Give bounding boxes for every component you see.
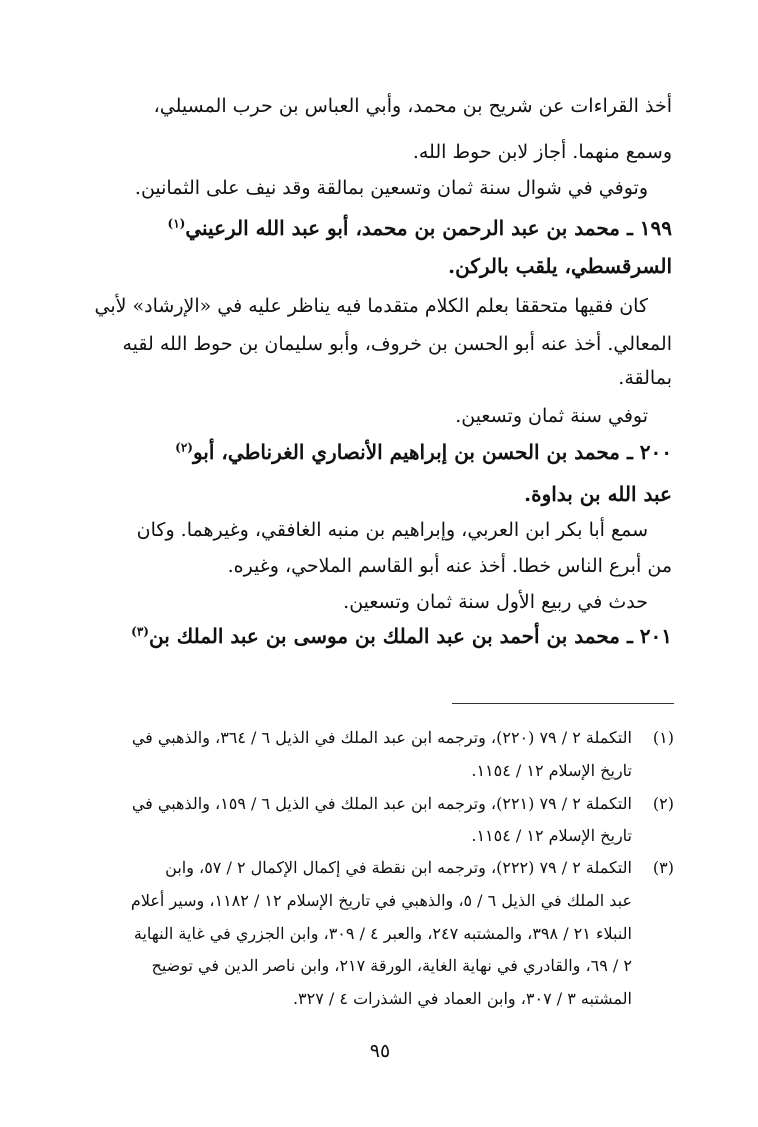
footnote-number: (١) bbox=[652, 728, 674, 747]
footnote-line: المشتبه ٣ / ٣٠٧، وابن العماد في الشذرات ٤ / ٣٢٧. bbox=[292, 989, 632, 1008]
footnote-marker: (١) bbox=[167, 216, 186, 231]
footnote-line: التكملة ٢ / ٧٩ (٢٢٢)، وترجمه ابن نقطة في إكمال الإكمال ٢ / ٥٧، وابن bbox=[165, 858, 632, 877]
footnote-line: ٢ / ٦٩، والقادري في نهاية الغاية، الورقة ٢١٧، وابن ناصر الدين في توضيح bbox=[151, 956, 632, 975]
footnote-marker: (٢) bbox=[175, 440, 193, 455]
text-line: كان فقيها متحققا بعلم الكلام متقدما فيه يناظر عليه في «الإرشاد» لأبي bbox=[94, 295, 648, 317]
heading-text: ٢٠١ ـ محمد بن أحمد بن عبد الملك بن موسى بن عبد الملك بن bbox=[148, 624, 672, 648]
entry-heading-199 bbox=[168, 218, 673, 238]
footnote-line: عبد الملك في الذيل ٦ / ٥، والذهبي في تاريخ الإسلام ١٢ / ١١٨٢، وسير أعلام bbox=[130, 891, 632, 910]
footnote-number: (٣) bbox=[652, 858, 674, 877]
footnote-line: التكملة ٢ / ٧٩ (٢٢١)، وترجمه ابن عبد الملك في الذيل ٦ / ١٥٩، والذهبي في bbox=[131, 794, 632, 813]
text-line: المعالي. أخذ عنه أبو الحسن بن خروف، وأبو سليمان بن حوط الله لقيه bbox=[122, 333, 672, 355]
entry-heading-200-cont: عبد الله بن بداوة. bbox=[524, 482, 672, 506]
heading-text: ١٩٩ ـ محمد بن عبد الرحمن بن محمد، أبو عبد الله الرعيني bbox=[185, 216, 672, 240]
footnote-line: النبلاء ٢١ / ٣٩٨، والمشتبه ٢٤٧، والعبر ٤ / ٣٠٩، وابن الجزري في غاية النهاية bbox=[133, 924, 632, 943]
footnote-line: تاريخ الإسلام ١٢ / ١١٥٤. bbox=[471, 761, 632, 780]
footnote-divider bbox=[452, 703, 674, 704]
entry-heading-199-cont: السرقسطي، يلقب بالركن. bbox=[448, 254, 672, 278]
text-line: توفي سنة ثمان وتسعين. bbox=[455, 405, 648, 427]
footnote-line: التكملة ٢ / ٧٩ (٢٢٠)، وترجمه ابن عبد الملك في الذيل ٦ / ٣٦٤، والذهبي في bbox=[131, 728, 632, 747]
footnote-line: تاريخ الإسلام ١٢ / ١١٥٤. bbox=[471, 826, 632, 845]
text-line: بمالقة. bbox=[618, 367, 672, 389]
text-line: أخذ القراءات عن شريح بن محمد، وأبي العباس بن حرب المسيلي، bbox=[153, 95, 672, 117]
entry-heading-200 bbox=[175, 442, 672, 462]
text-line: وتوفي في شوال سنة ثمان وتسعين بمالقة وقد نيف على الثمانين. bbox=[134, 177, 648, 199]
text-line: من أبرع الناس خطا. أخذ عنه أبو القاسم الملاحي، وغيره. bbox=[227, 555, 672, 577]
entry-heading-201 bbox=[131, 626, 672, 646]
page-number: ٩٥ bbox=[369, 1040, 391, 1062]
text-line: حدث في ربيع الأول سنة ثمان وتسعين. bbox=[343, 591, 648, 613]
text-line: سمع أبا بكر ابن العربي، وإبراهيم بن منبه الغافقي، وغيرهما. وكان bbox=[136, 519, 648, 541]
text-line: وسمع منهما. أجاز لابن حوط الله. bbox=[412, 141, 672, 163]
footnote-number: (٢) bbox=[652, 794, 674, 813]
footnote-marker: (٣) bbox=[131, 624, 149, 639]
heading-text: ٢٠٠ ـ محمد بن الحسن بن إبراهيم الأنصاري الغرناطي، أبو bbox=[192, 440, 672, 464]
